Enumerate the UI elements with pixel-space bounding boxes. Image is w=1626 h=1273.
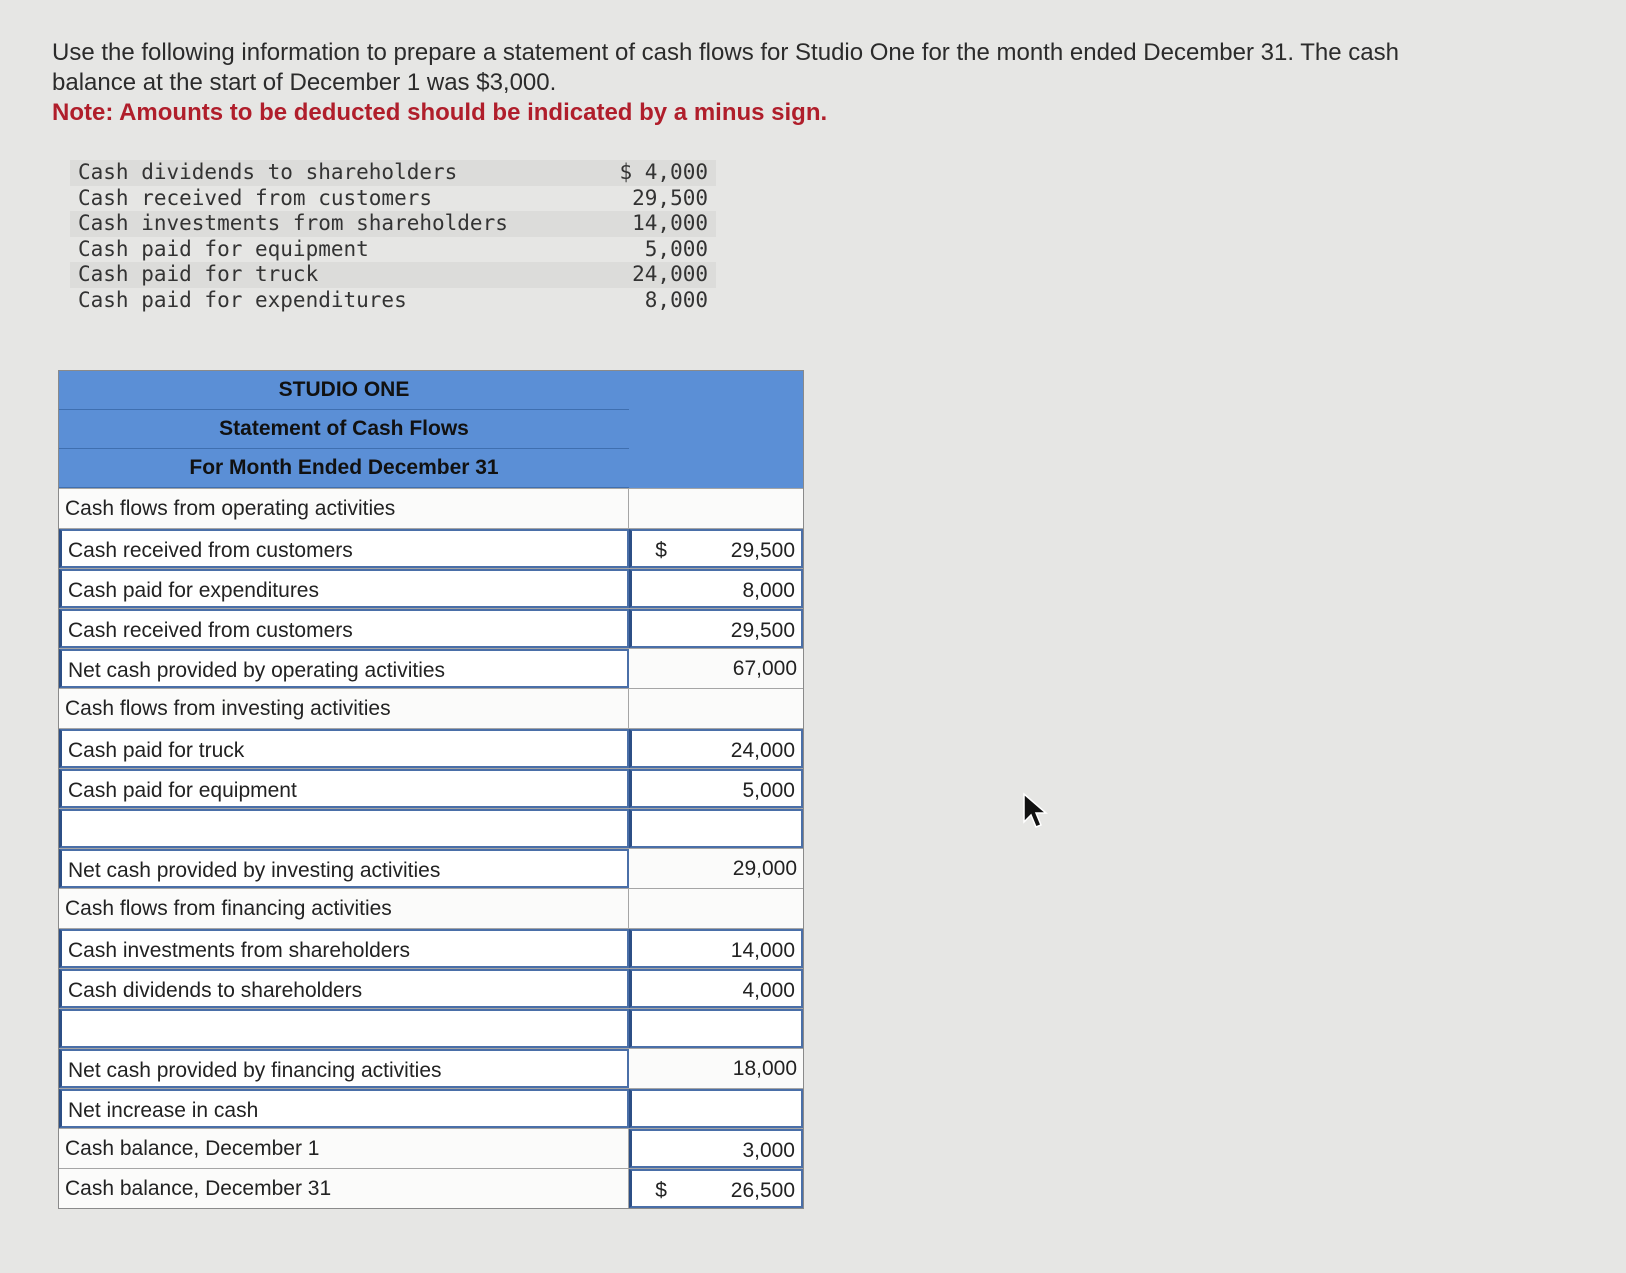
given-amount: 29,500 <box>632 185 708 210</box>
line-item-dropdown[interactable]: Cash paid for equipment <box>59 769 629 808</box>
amount-value <box>690 1091 801 1126</box>
amount-value <box>690 1011 801 1046</box>
table-row <box>59 728 803 768</box>
instructions-line-2: balance at the start of December 1 was $3,000. <box>52 69 557 96</box>
line-item-dropdown[interactable]: Net cash provided by financing activities <box>59 1049 629 1088</box>
line-item-dropdown[interactable]: Net increase in cash <box>59 1089 629 1128</box>
amount-input[interactable] <box>629 969 803 1008</box>
table-row <box>59 888 803 928</box>
currency-symbol: $ <box>655 1179 667 1202</box>
line-item-dropdown[interactable]: Cash paid for expenditures <box>59 569 629 608</box>
amount-value: 14,000 <box>730 939 795 962</box>
given-row <box>70 288 716 314</box>
table-row <box>59 648 803 688</box>
given-amount: 24,000 <box>632 262 708 286</box>
currency-symbol <box>632 811 690 846</box>
section-heading-operating: Cash flows from operating activities <box>59 489 629 528</box>
currency-symbol <box>632 1091 690 1126</box>
section-heading-investing: Cash flows from investing activities <box>59 689 629 728</box>
cash-flow-statement <box>58 370 804 1209</box>
table-row <box>59 488 803 528</box>
instructions <box>52 38 1552 128</box>
table-row <box>59 928 803 968</box>
given-label: Cash paid for truck <box>78 262 319 286</box>
table-row <box>59 568 803 608</box>
currency-symbol <box>632 771 690 806</box>
table-row <box>59 1168 803 1208</box>
given-amount: $ 4,000 <box>619 160 708 184</box>
line-item-dropdown[interactable]: Cash investments from shareholders <box>59 929 629 968</box>
given-label: Cash investments from shareholders <box>78 211 508 235</box>
currency-symbol <box>629 1049 689 1088</box>
amount-input[interactable] <box>629 1169 803 1208</box>
amount-input[interactable] <box>629 729 803 768</box>
cash-balance-end-label: Cash balance, December 31 <box>59 1169 629 1208</box>
table-row <box>59 608 803 648</box>
line-item-dropdown[interactable]: Net cash provided by investing activities <box>59 849 629 888</box>
amount-cell <box>629 889 803 928</box>
amount-input[interactable] <box>629 569 803 608</box>
amount-value <box>689 489 803 528</box>
given-row <box>70 211 716 237</box>
amount-input[interactable] <box>629 529 803 568</box>
table-row <box>59 1088 803 1128</box>
given-row <box>70 237 716 263</box>
currency-symbol <box>632 1131 690 1166</box>
statement-header <box>59 371 803 488</box>
amount-cell <box>629 489 803 528</box>
amount-value <box>689 889 803 928</box>
instructions-line-1: Use the following information to prepare a statement of cash flows for Studio One for the month ended December 31. The cash <box>52 39 1399 66</box>
line-item-dropdown[interactable]: Cash dividends to shareholders <box>59 969 629 1008</box>
amount-value: 29,500 <box>730 619 795 642</box>
amount-input[interactable] <box>629 769 803 808</box>
currency-symbol <box>629 889 689 928</box>
given-amount: 8,000 <box>644 287 708 312</box>
given-label: Cash received from customers <box>78 185 433 210</box>
table-row <box>59 848 803 888</box>
statement-title: Statement of Cash Flows <box>59 410 629 449</box>
amount-value: 18,000 <box>732 1057 797 1080</box>
table-row <box>59 528 803 568</box>
given-row <box>70 262 716 288</box>
amount-input[interactable] <box>629 1009 803 1048</box>
given-label: Cash paid for expenditures <box>78 287 407 312</box>
given-row <box>70 160 716 186</box>
statement-period: For Month Ended December 31 <box>59 449 629 488</box>
currency-symbol <box>632 931 690 966</box>
currency-symbol <box>632 571 690 606</box>
company-name: STUDIO ONE <box>59 371 629 410</box>
currency-symbol <box>632 731 690 766</box>
amount-input[interactable] <box>629 1129 803 1168</box>
currency-symbol <box>629 689 689 728</box>
amount-value: 24,000 <box>730 739 795 762</box>
amount-value <box>689 689 803 728</box>
line-item-dropdown[interactable]: Net cash provided by operating activities <box>59 649 629 688</box>
table-row <box>59 968 803 1008</box>
given-amount: 5,000 <box>644 236 708 261</box>
currency-symbol <box>632 1011 690 1046</box>
instructions-note: Note: Amounts to be deducted should be indicated by a minus sign. <box>52 99 828 126</box>
amount-input[interactable] <box>629 1089 803 1128</box>
mouse-cursor-icon <box>1022 792 1052 832</box>
currency-symbol <box>629 849 689 888</box>
table-row <box>59 768 803 808</box>
table-row <box>59 808 803 848</box>
line-item-dropdown[interactable]: Cash received from customers <box>59 609 629 648</box>
amount-value: 8,000 <box>742 579 795 602</box>
given-label: Cash paid for equipment <box>78 236 369 261</box>
amount-value: 29,000 <box>732 857 797 880</box>
amount-value: 29,500 <box>730 539 795 562</box>
amount-value <box>690 811 801 846</box>
amount-cell <box>629 649 803 688</box>
amount-cell <box>629 1049 803 1088</box>
amount-value: 4,000 <box>742 979 795 1002</box>
amount-value: 26,500 <box>730 1179 795 1202</box>
section-heading-financing: Cash flows from financing activities <box>59 889 629 928</box>
table-row <box>59 1008 803 1048</box>
amount-value: 67,000 <box>732 657 797 680</box>
given-label: Cash dividends to shareholders <box>78 160 458 184</box>
amount-input[interactable] <box>629 609 803 648</box>
cash-balance-start-label: Cash balance, December 1 <box>59 1129 629 1168</box>
given-data-table <box>70 160 716 313</box>
currency-symbol <box>632 971 690 1006</box>
amount-cell <box>629 849 803 888</box>
amount-input[interactable] <box>629 929 803 968</box>
line-item-dropdown[interactable] <box>59 1009 629 1048</box>
line-item-dropdown[interactable]: Cash received from customers <box>59 529 629 568</box>
amount-cell <box>629 689 803 728</box>
table-row <box>59 1048 803 1088</box>
amount-value: 5,000 <box>742 779 795 802</box>
currency-symbol <box>629 649 689 688</box>
currency-symbol <box>629 489 689 528</box>
given-row <box>70 186 716 212</box>
currency-symbol <box>632 611 690 646</box>
line-item-dropdown[interactable] <box>59 809 629 848</box>
amount-value: 3,000 <box>742 1139 795 1162</box>
given-amount: 14,000 <box>632 211 708 235</box>
amount-input[interactable] <box>629 809 803 848</box>
table-row <box>59 688 803 728</box>
table-row <box>59 1128 803 1168</box>
currency-symbol: $ <box>655 539 667 562</box>
line-item-dropdown[interactable]: Cash paid for truck <box>59 729 629 768</box>
